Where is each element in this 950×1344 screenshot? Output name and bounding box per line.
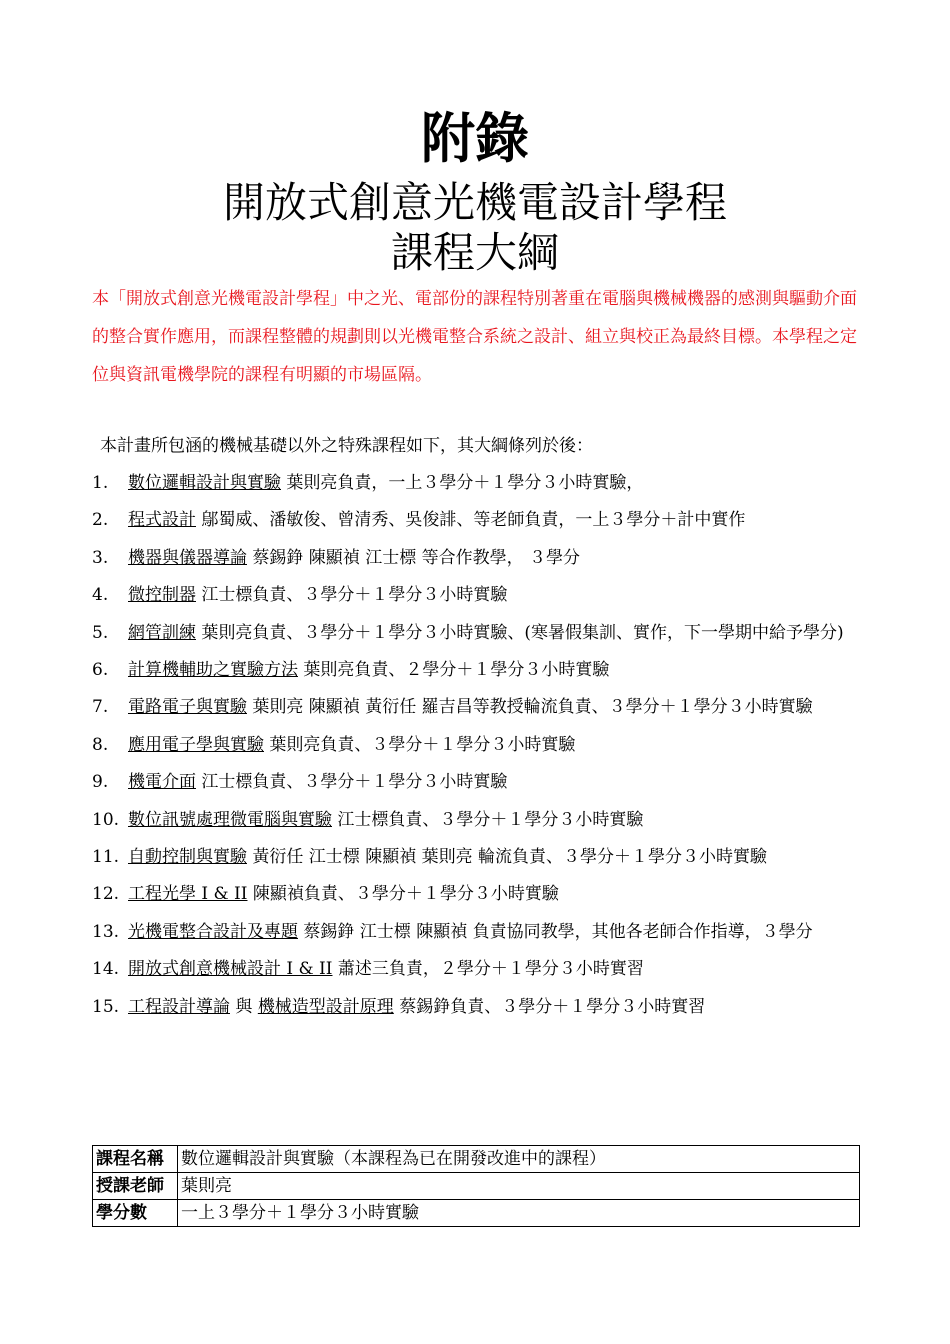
course-name: 工程設計導論: [128, 996, 230, 1017]
item-number: 7.: [92, 697, 109, 718]
course-name: 數位邏輯設計與實驗: [128, 473, 281, 493]
table-label-cell: 授課老師: [93, 1173, 178, 1200]
course-detail: 蕭述三負責，２學分＋１學分３小時實習: [332, 959, 644, 980]
item-number: 12.: [92, 884, 120, 905]
list-item: [92, 914, 862, 951]
table-label-cell: 學分數: [93, 1200, 178, 1227]
course-name: 數位訊號處理微電腦與實驗: [128, 809, 332, 830]
course-name: 程式設計: [128, 510, 196, 531]
course-name: 工程光學 I & II: [128, 884, 248, 905]
course-detail: 蔡錫錚 陳顯禎 江士標 等合作教學， ３學分: [247, 547, 581, 568]
list-item: [92, 764, 862, 801]
course-name: 應用電子學與實驗: [128, 734, 264, 755]
appendix-title: 附錄: [421, 106, 529, 170]
course-detail: 蔡錫錚負責、３學分＋１學分３小時實習: [393, 996, 706, 1017]
list-item: [92, 652, 862, 689]
course-detail: 陳顯禎負責、３學分＋１學分３小時實驗: [247, 884, 559, 905]
course-detail: 葉則亮負責、２學分＋１學分３小時實驗: [298, 660, 610, 681]
list-item: [92, 465, 862, 502]
course-joiner: 與: [230, 996, 258, 1017]
item-number: 10.: [92, 809, 120, 830]
course-name: 機器與儀器導論: [128, 547, 247, 568]
course-detail: 黃衍任 江士標 陳顯禎 葉則亮 輪流負責、３學分＋１學分３小時實驗: [247, 847, 768, 868]
course-detail: 鄔蜀威、潘敏俊、曾清秀、吳俊誹、等老師負責，一上３學分＋計中實作: [196, 510, 746, 531]
course-detail: 江士標負責、３學分＋１學分３小時實驗: [196, 772, 508, 793]
course-name: 自動控制與實驗: [128, 847, 247, 868]
item-number: 4.: [92, 585, 109, 606]
course-name: 微控制器: [128, 585, 196, 606]
list-item: [92, 876, 862, 913]
table-row: [93, 1146, 860, 1173]
list-item: [92, 540, 862, 577]
item-number: 1.: [92, 473, 109, 493]
item-number: 6.: [92, 660, 109, 681]
item-number: 11.: [92, 847, 120, 868]
course-name: 開放式創意機械設計 I & II: [128, 959, 333, 980]
table-value-cell: 一上３學分＋１學分３小時實驗: [178, 1200, 860, 1227]
course-detail: 葉則亮負責，一上３學分＋１學分３小時實驗，: [281, 473, 644, 493]
table-value-cell: 數位邏輯設計與實驗（本課程為已在開發改進中的課程）: [178, 1146, 860, 1173]
table-value-cell: 葉則亮: [178, 1173, 860, 1200]
list-item: [92, 689, 862, 726]
item-number: 14.: [92, 959, 120, 980]
list-item: [92, 989, 862, 1026]
course-detail: 葉則亮負責、３學分＋１學分３小時實驗: [264, 734, 576, 755]
item-number: 8.: [92, 734, 109, 755]
course-name: 機械造型設計原理: [257, 996, 394, 1017]
list-item: [92, 802, 862, 839]
course-name: 網管訓練: [128, 622, 196, 643]
item-number: 3.: [92, 547, 109, 568]
item-number: 9.: [92, 772, 109, 793]
table-row: [93, 1200, 860, 1227]
list-item: [92, 951, 862, 988]
course-name: 機電介面: [128, 772, 196, 793]
course-detail: 江士標負責、３學分＋１學分３小時實驗: [332, 809, 644, 830]
course-info-table: [92, 1145, 860, 1227]
course-list: [92, 465, 862, 1026]
course-detail: 葉則亮負責、３學分＋１學分３小時實驗、(寒暑假集訓、實作，下一學期中給予學分): [196, 622, 844, 643]
item-number: 5.: [92, 622, 109, 643]
course-detail: 葉則亮 陳顯禎 黃衍任 羅吉昌等教授輪流負責、３學分＋１學分３小時實驗: [247, 697, 813, 718]
list-item: [92, 502, 862, 539]
course-name: 計算機輔助之實驗方法: [128, 660, 298, 681]
item-number: 2.: [92, 510, 109, 531]
course-name: 光機電整合設計及專題: [128, 921, 298, 942]
table-label-cell: 課程名稱: [93, 1146, 178, 1173]
course-detail: 蔡錫錚 江士標 陳顯禎 負責協同教學，其他各老師合作指導，３學分: [298, 921, 813, 942]
item-number: 13.: [92, 921, 120, 942]
lead-sentence: 本計畫所包涵的機械基礎以外之特殊課程如下，其大綱條列於後：: [100, 436, 593, 456]
table-row: [93, 1173, 860, 1200]
course-detail: 江士標負責、３學分＋１學分３小時實驗: [196, 585, 508, 606]
item-number: 15.: [92, 996, 120, 1017]
course-name: 電路電子與實驗: [128, 697, 247, 718]
list-item: [92, 615, 862, 652]
program-title: 開放式創意光機電設計學程: [222, 178, 727, 227]
intro-paragraph: 本「開放式創意光機電設計學程」中之光、電部份的課程特別著重在電腦與機械機器的感測與驅動介面的整合實作應用，而課程整體的規劃則以光機電整合系統之設計、組立與校正為最終目標。本學程之定位與資訊電機學院的課程有明顯的市場區隔。: [92, 289, 857, 385]
list-item: [92, 839, 862, 876]
list-item: [92, 727, 862, 764]
list-item: [92, 577, 862, 614]
syllabus-title: 課程大綱: [390, 228, 559, 277]
